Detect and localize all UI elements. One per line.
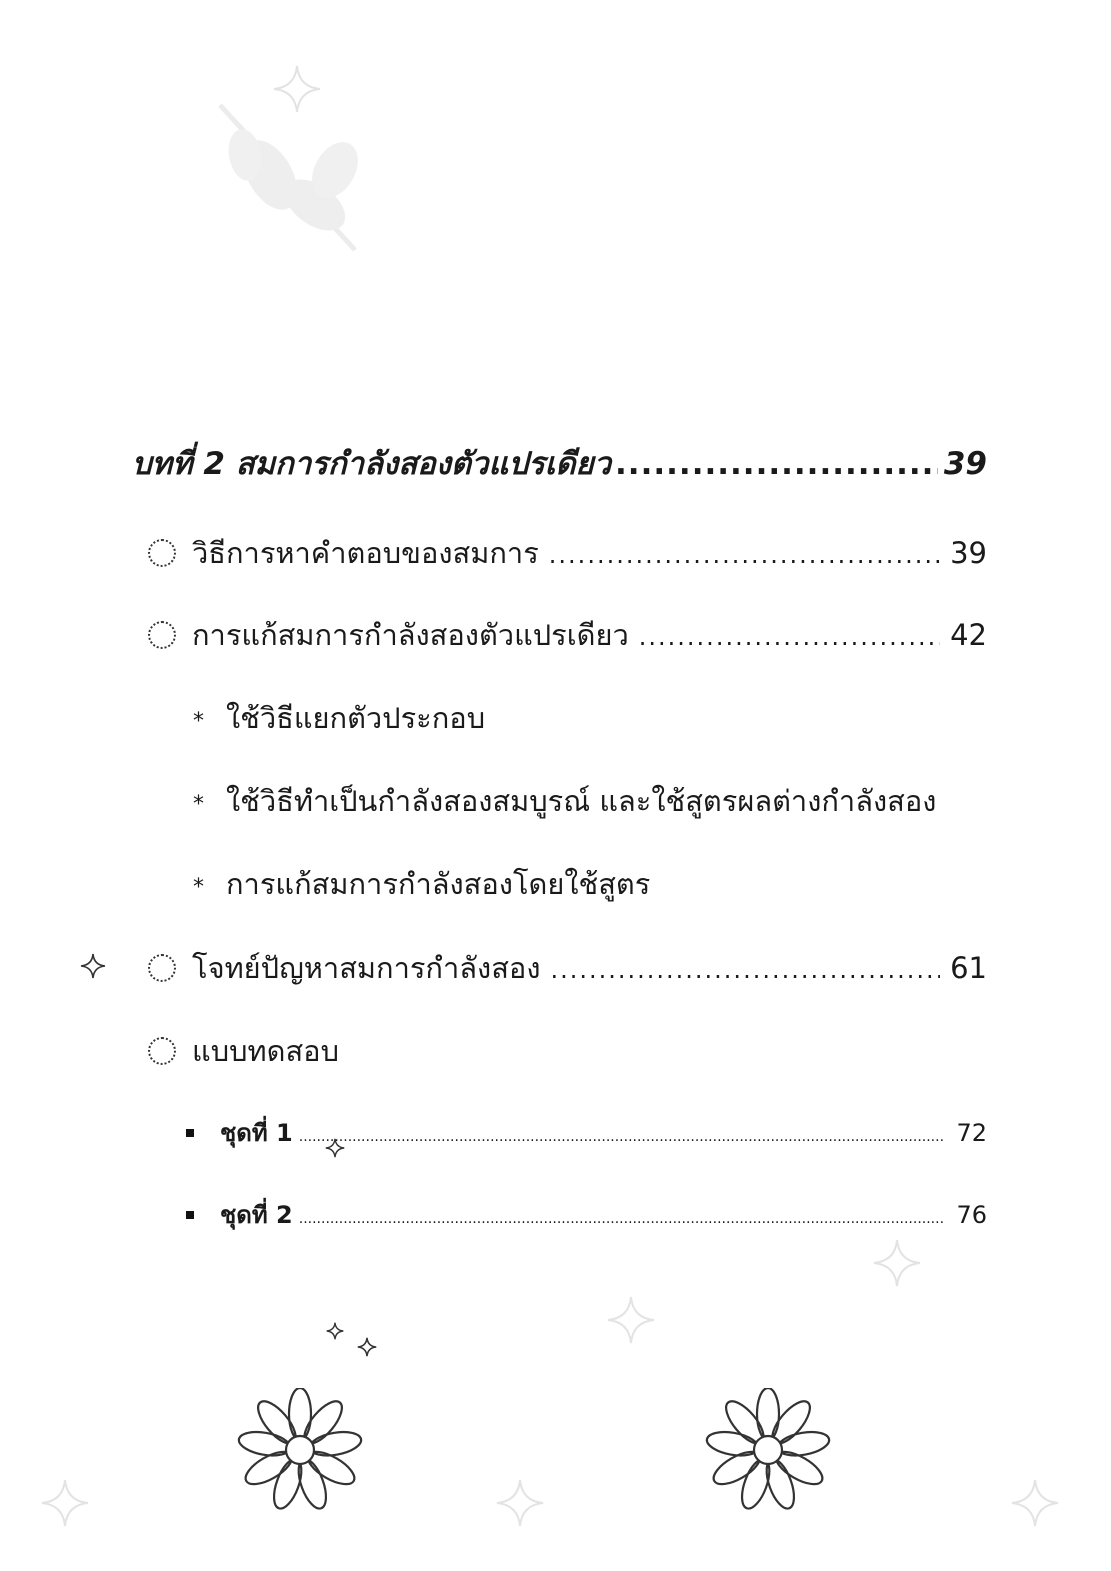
section-label: โจทย์ปัญหาสมการกำลังสอง [192,951,541,985]
sparkle-icon [80,953,106,979]
dotted-circle-bullet-icon [148,1037,176,1065]
dot-leader [299,1129,945,1145]
toc-test-set-row[interactable] [186,1113,987,1152]
test-set-page-number: 76 [956,1201,987,1229]
sparkle-icon [606,1295,656,1345]
toc-subitem-row[interactable] [193,695,485,741]
section-page-number: 39 [950,536,987,570]
square-bullet-icon [186,1129,194,1137]
sparkle-icon [40,1478,90,1528]
sparkle-icon [272,64,322,114]
dotted-circle-bullet-icon [148,621,176,649]
leaf-branch-icon [205,95,375,260]
toc-chapter-row[interactable] [132,438,987,488]
toc-section-row[interactable] [148,945,987,991]
flower-icon [700,1388,836,1512]
test-set-page-number: 72 [956,1119,987,1147]
asterisk-bullet-icon: * [193,875,204,900]
square-bullet-icon [186,1211,194,1219]
test-set-label: ชุดที่ 1 [220,1119,293,1147]
dot-leader [549,541,940,569]
sparkle-icon [1010,1478,1060,1528]
subitem-label: ใช้วิธีแยกตัวประกอบ [226,701,486,735]
asterisk-bullet-icon: * [193,792,204,817]
dot-leader [639,623,940,651]
dotted-circle-bullet-icon [148,539,176,567]
toc-section-row[interactable] [148,1028,987,1074]
toc-subitem-row[interactable] [193,778,936,824]
toc-section-row[interactable] [148,612,987,658]
toc-test-set-row[interactable] [186,1195,987,1234]
sparkle-icon [326,1322,344,1340]
sparkle-icon [357,1337,377,1357]
subitem-label: ใช้วิธีทำเป็นกำลังสองสมบูรณ์ และใช้สูตรผลต่างกำลังสอง [226,784,937,818]
toc-section-row[interactable] [148,530,987,576]
dotted-circle-bullet-icon [148,954,176,982]
section-page-number: 61 [950,951,987,985]
section-page-number: 42 [950,618,987,652]
section-label: วิธีการหาคำตอบของสมการ [192,536,539,570]
sparkle-icon [495,1478,545,1528]
dot-leader [615,446,938,482]
chapter-title: บทที่ 2 สมการกำลังสองตัวแปรเดียว [132,446,612,482]
section-label: การแก้สมการกำลังสองตัวแปรเดียว [192,618,629,652]
subitem-label: การแก้สมการกำลังสองโดยใช้สูตร [226,867,651,901]
flower-icon [232,1388,368,1512]
asterisk-bullet-icon: * [193,709,204,734]
chapter-page-number: 39 [943,446,987,482]
section-label: แบบทดสอบ [192,1034,339,1068]
toc-subitem-row[interactable] [193,861,650,907]
dot-leader [550,956,940,984]
test-set-label: ชุดที่ 2 [220,1201,293,1229]
dot-leader [299,1211,945,1227]
sparkle-icon [872,1238,922,1288]
